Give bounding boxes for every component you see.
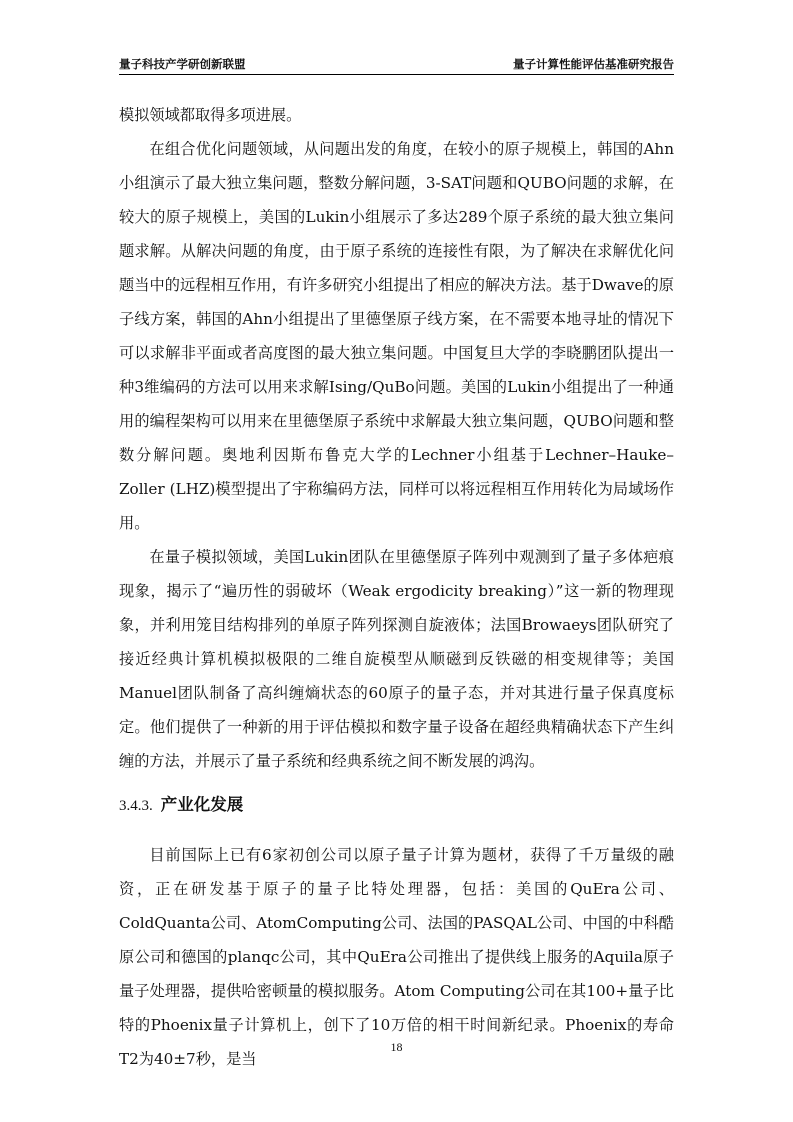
header-organization: 量子科技产学研创新联盟 — [119, 57, 246, 71]
page-content — [119, 98, 674, 1076]
paragraph-quantum-simulation: 在量子模拟领域，美国Lukin团队在里德堡原子阵列中观测到了量子多体疤痕现象，揭示了“遍历性的弱破坏（Weak ergodicity breaking）”这一新的物理现象，并利用笼目结构排列的单原子阵列探测自旋液体；法国Browaeys团队研究了接近经典计算机模拟极限的二维自旋模型从顺磁到反铁磁的相变规律等；美国Manuel团队制备了高纠缠熵状态的60原子的量子态，并对其进行量子保真度标定。他们提供了一种新的用于评估模拟和数字量子设备在超经典精确状态下产生纠缠的方法，并展示了量子系统和经典系统之间不断发展的鸿沟。 — [119, 548, 674, 770]
paragraph-combinatorial-optimization: 在组合优化问题领域，从问题出发的角度，在较小的原子规模上，韩国的Ahn小组演示了最大独立集问题，整数分解问题，3-SAT问题和QUBO问题的求解，在较大的原子规模上，美国的Lukin小组展示了多达289个原子系统的最大独立集问题求解。从解决问题的角度，由于原子系统的连接性有限，为了解决在求解优化问题当中的远程相互作用，有许多研究小组提出了相应的解决方法。基于Dwave的原子线方案，韩国的Ahn小组提出了里德堡原子线方案，在不需要本地寻址的情况下可以求解非平面或者高度图的最大独立集问题。中国复旦大学的李晓鹏团队提出一种3维编码的方法可以用来求解Ising/QuBo问题。美国的Lukin小组提出了一种通用的编程架构可以用来在里德堡原子系统中求解最大独立集问题，QUBO问题和整数分解问题。奥地利因斯布鲁克大学的Lechner小组基于Lechner–Hauke–Zoller (LHZ)模型提出了宇称编码方法，同样可以将远程相互作用转化为局域场作用。 — [119, 140, 674, 532]
page-number: 18 — [390, 1040, 403, 1054]
header-report-title: 量子计算性能评估基准研究报告 — [513, 57, 674, 71]
section-number: 3.4.3. — [119, 798, 153, 814]
page-header — [119, 52, 674, 75]
section-title: 产业化发展 — [160, 795, 244, 814]
section-heading — [119, 786, 674, 824]
paragraph-continued: 模拟领域都取得多项进展。 — [119, 106, 302, 124]
paragraph-industrialization: 目前国际上已有6家初创公司以原子量子计算为题材，获得了千万量级的融资，正在研发基于原子的量子比特处理器，包括：美国的QuEra公司、ColdQuanta公司、AtomComputing公司、法国的PASQAL公司、中国的中科酷原公司和德国的planqc公司，其中QuEra公司推出了提供线上服务的Aquila原子量子处理器，提供哈密顿量的模拟服务。Atom Computing公司在其100+量子比特的Phoenix量子计算机上，创下了10万倍的相干时间新纪录。Phoenix的寿命T2为40±7秒，是当 — [119, 846, 674, 1068]
